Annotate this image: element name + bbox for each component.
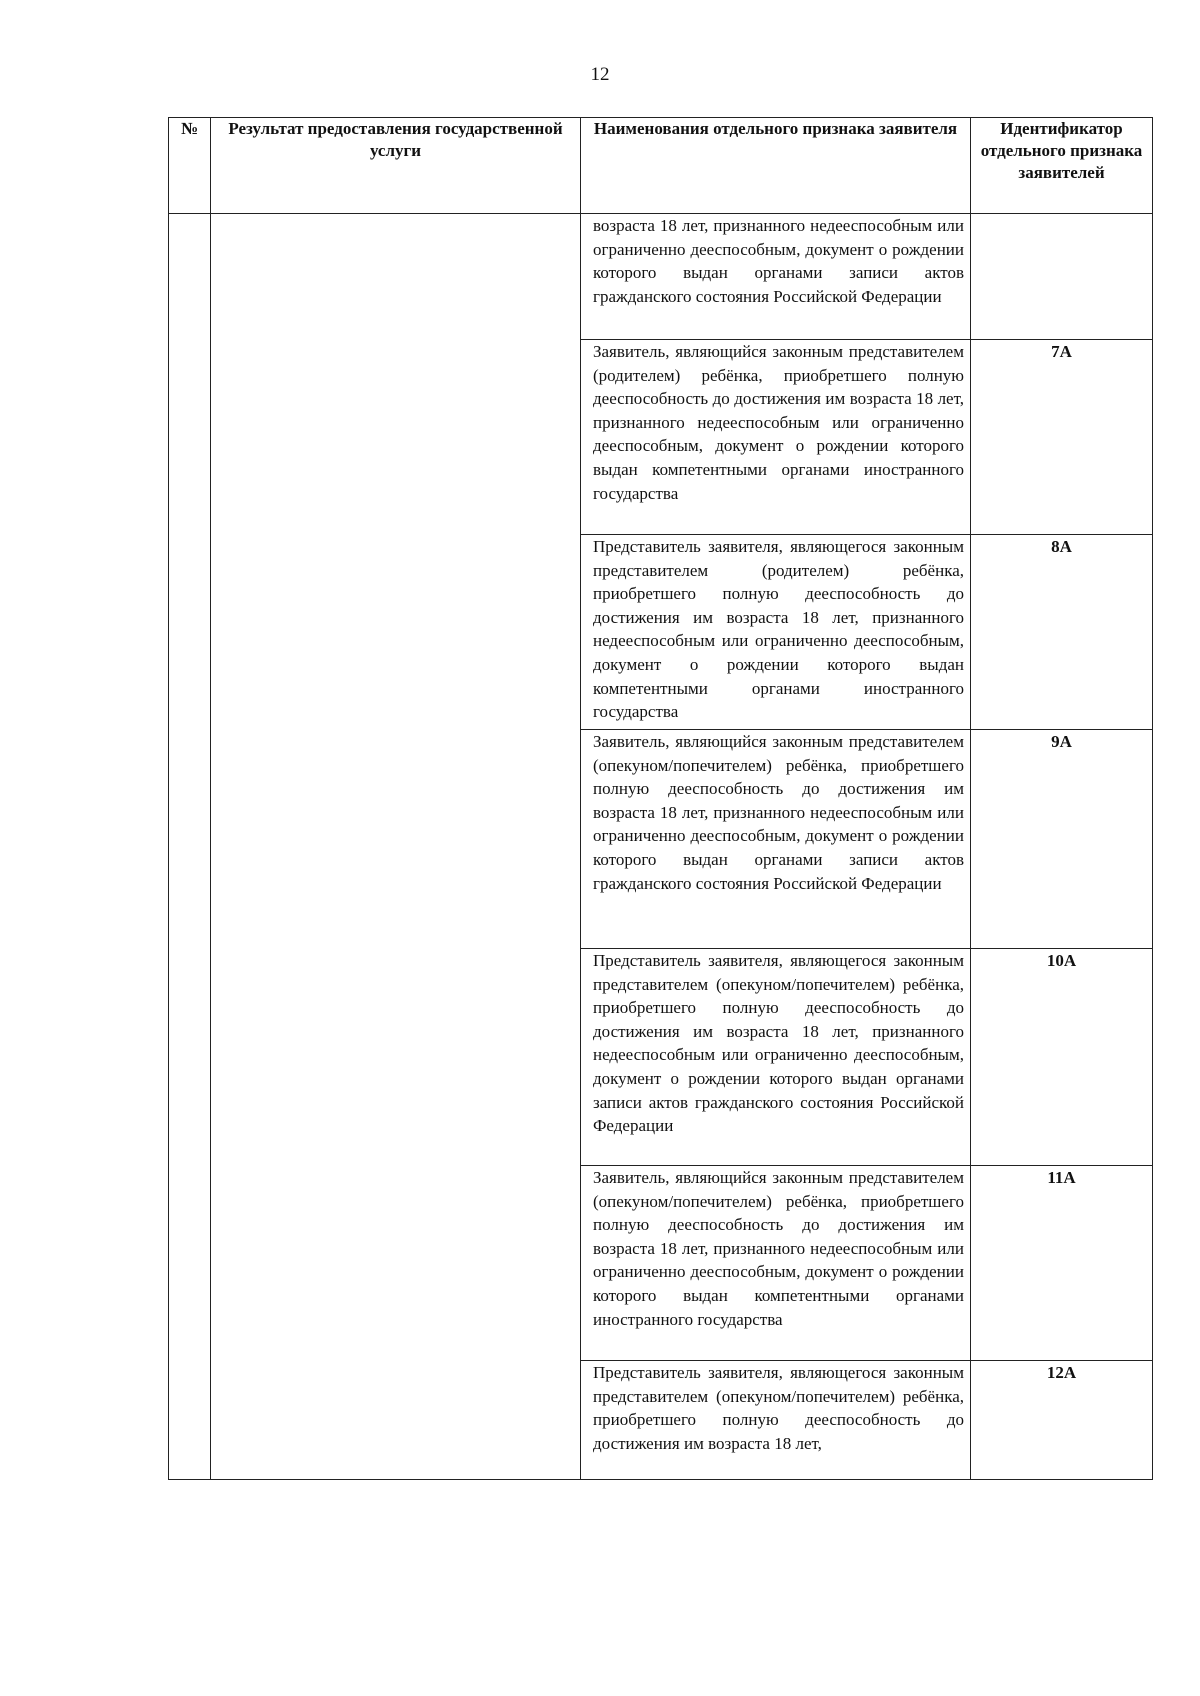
criterion-name-cell: Представитель заявителя, являющегося законным представителем (родителем) ребёнка, приобретшего полную дееспособность до достижения им возраста 18 лет, признанного недееспособным или ограниченно дееспособным, документ о рождении которого выдан компетентными органами иностранного государства [581, 535, 971, 730]
criterion-name-cell: Заявитель, являющийся законным представителем (родителем) ребёнка, приобретшего полную дееспособность до достижения им возраста 18 лет, признанного недееспособным или ограниченно дееспособным, документ о рождении которого выдан компетентными органами иностранного государства [581, 340, 971, 535]
table-row [169, 214, 1153, 340]
criterion-name-cell: Заявитель, являющийся законным представителем (опекуном/попечителем) ребёнка, приобретшего полную дееспособность до достижения им возраста 18 лет, признанного недееспособным или ограниченно дееспособным, документ о рождении которого выдан компетентными органами иностранного государства [581, 1166, 971, 1361]
header-criterion-name: Наименования отдельного признака заявителя [581, 118, 971, 214]
criterion-identifier-cell: 12А [971, 1361, 1153, 1480]
header-criterion-identifier: Идентификатор отдельного признака заявителей [971, 118, 1153, 214]
criterion-identifier-cell: 7А [971, 340, 1153, 535]
number-cell [169, 214, 211, 1480]
criterion-name-cell: возраста 18 лет, признанного недееспособным или ограниченно дееспособным, документ о рождении которого выдан органами записи актов гражданского состояния Российской Федерации [581, 214, 971, 340]
table-header-row [169, 118, 1153, 214]
header-service-result: Результат предоставления государственной услуги [211, 118, 581, 214]
criterion-name-cell: Представитель заявителя, являющегося законным представителем (опекуном/попечителем) ребёнка, приобретшего полную дееспособность до достижения им возраста 18 лет, признанного недееспособным или ограниченно дееспособным, документ о рождении которого выдан органами записи актов гражданского состояния Российской Федерации [581, 949, 971, 1166]
header-number: № [169, 118, 211, 214]
page-number: 12 [590, 64, 610, 85]
criterion-identifier-cell: 9А [971, 730, 1153, 949]
criterion-identifier-cell: 11А [971, 1166, 1153, 1361]
criterion-name-cell: Представитель заявителя, являющегося законным представителем (опекуном/попечителем) ребёнка, приобретшего полную дееспособность до достижения им возраста 18 лет, [581, 1361, 971, 1480]
applicant-criteria-table [168, 117, 1153, 1480]
criterion-identifier-cell: 10А [971, 949, 1153, 1166]
criterion-name-cell: Заявитель, являющийся законным представителем (опекуном/попечителем) ребёнка, приобретшего полную дееспособность до достижения им возраста 18 лет, признанного недееспособным или ограниченно дееспособным, документ о рождении которого выдан органами записи актов гражданского состояния Российской Федерации [581, 730, 971, 949]
service-result-cell [211, 214, 581, 1480]
criterion-identifier-cell [971, 214, 1153, 340]
criterion-identifier-cell: 8А [971, 535, 1153, 730]
